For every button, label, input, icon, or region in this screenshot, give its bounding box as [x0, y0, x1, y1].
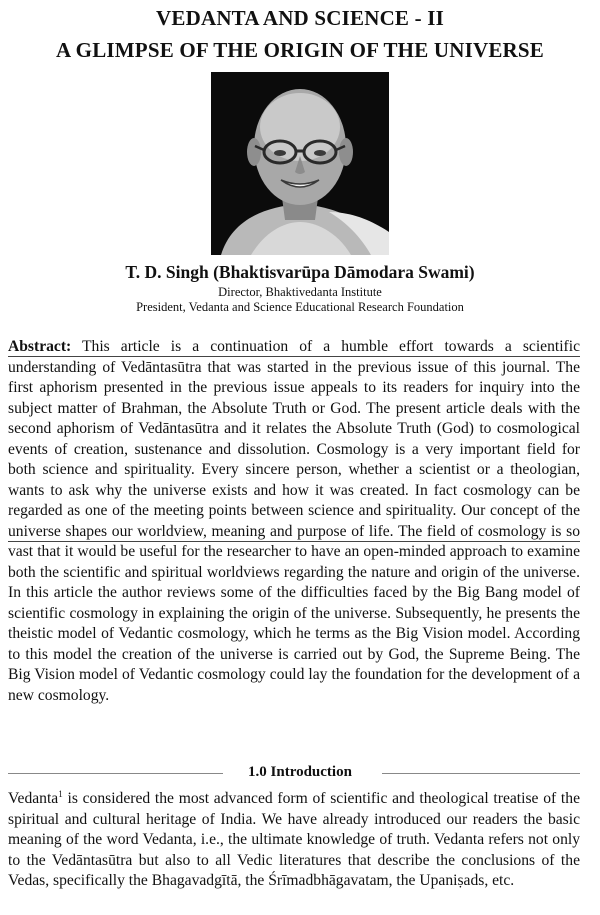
author-photo [211, 72, 389, 255]
footnote-marker[interactable]: 1 [58, 788, 63, 799]
heading-rule-right [382, 773, 580, 774]
intro-text: is considered the most advanced form of scientific and theological treatise of the spiritual and cultural heritage of India. We have already introduced our readers the basic meaning of the word Vedanta, i.e., the ultimate knowledge of truth. Vedanta refers not only to the Vedāntasūtra but also to all Vedic literatures that describe the conclusions of the Vedas, specifically the Bhagavadgītā, the Śrīmadbhāgavatam, the Upaniṣads, etc. [8, 790, 580, 889]
author-role-director: Director, Bhaktivedanta Institute [218, 285, 382, 299]
abstract-text: This article is a continuation of a humble effort towards a scientific understanding of Vedāntasūtra that was started in the previous issue of this journal. The first aphorism presented in the previous issue appeals to its readers for inquiry into the subject matter of Brahman, the Absolute Truth or God. The present article deals with the second aphorism of Vedāntasūtra and it relates the Absolute Truth (God) to cosmological events of creation, sustenance and dissolution. Cosmology is a very important field for both science and spirituality. Every sincere person, whether a scientist or a theologian, wants to ask why the universe exists and how it was created. In fact cosmology can be regarded as one of the meeting points between science and spirituality. Our concept of the universe shapes our worldview, meaning and purpose of life. The field of cosmology is so vast that it would be useful for the researcher to have an open-minded approach to examine both the scientific and spiritual worldviews regarding the nature and origin of the universe. In this article the author reviews some of the difficulties faced by the Big Bang model of scientific cosmology in explaining the origin of the universe. Subsequently, he presents the theistic model of Vedantic cosmology, which he terms as the Big Vision model. According to this model the creation of the universe is carried out by God, the Supreme Being. The Big Vision model of Vedantic cosmology could lay the foundation for the development of a new cosmology. [8, 338, 580, 704]
author-name: T. D. Singh (Bhaktisvarūpa Dāmodara Swami) [125, 262, 475, 282]
abstract-label: Abstract: [8, 338, 72, 355]
title-line-1: VEDANTA AND SCIENCE - II [156, 6, 444, 30]
section-heading [0, 762, 600, 784]
section-heading-text: 1.0 Introduction [248, 764, 352, 780]
intro-paragraph [8, 789, 580, 892]
annotation-underline [8, 356, 580, 357]
abstract-paragraph [8, 337, 580, 706]
title-line-2: A GLIMPSE OF THE ORIGIN OF THE UNIVERSE [56, 38, 544, 62]
annotation-underline [8, 541, 580, 542]
intro-word: Vedanta [8, 790, 59, 807]
author-role-president: President, Vedanta and Science Educational Research Foundation [136, 300, 464, 314]
